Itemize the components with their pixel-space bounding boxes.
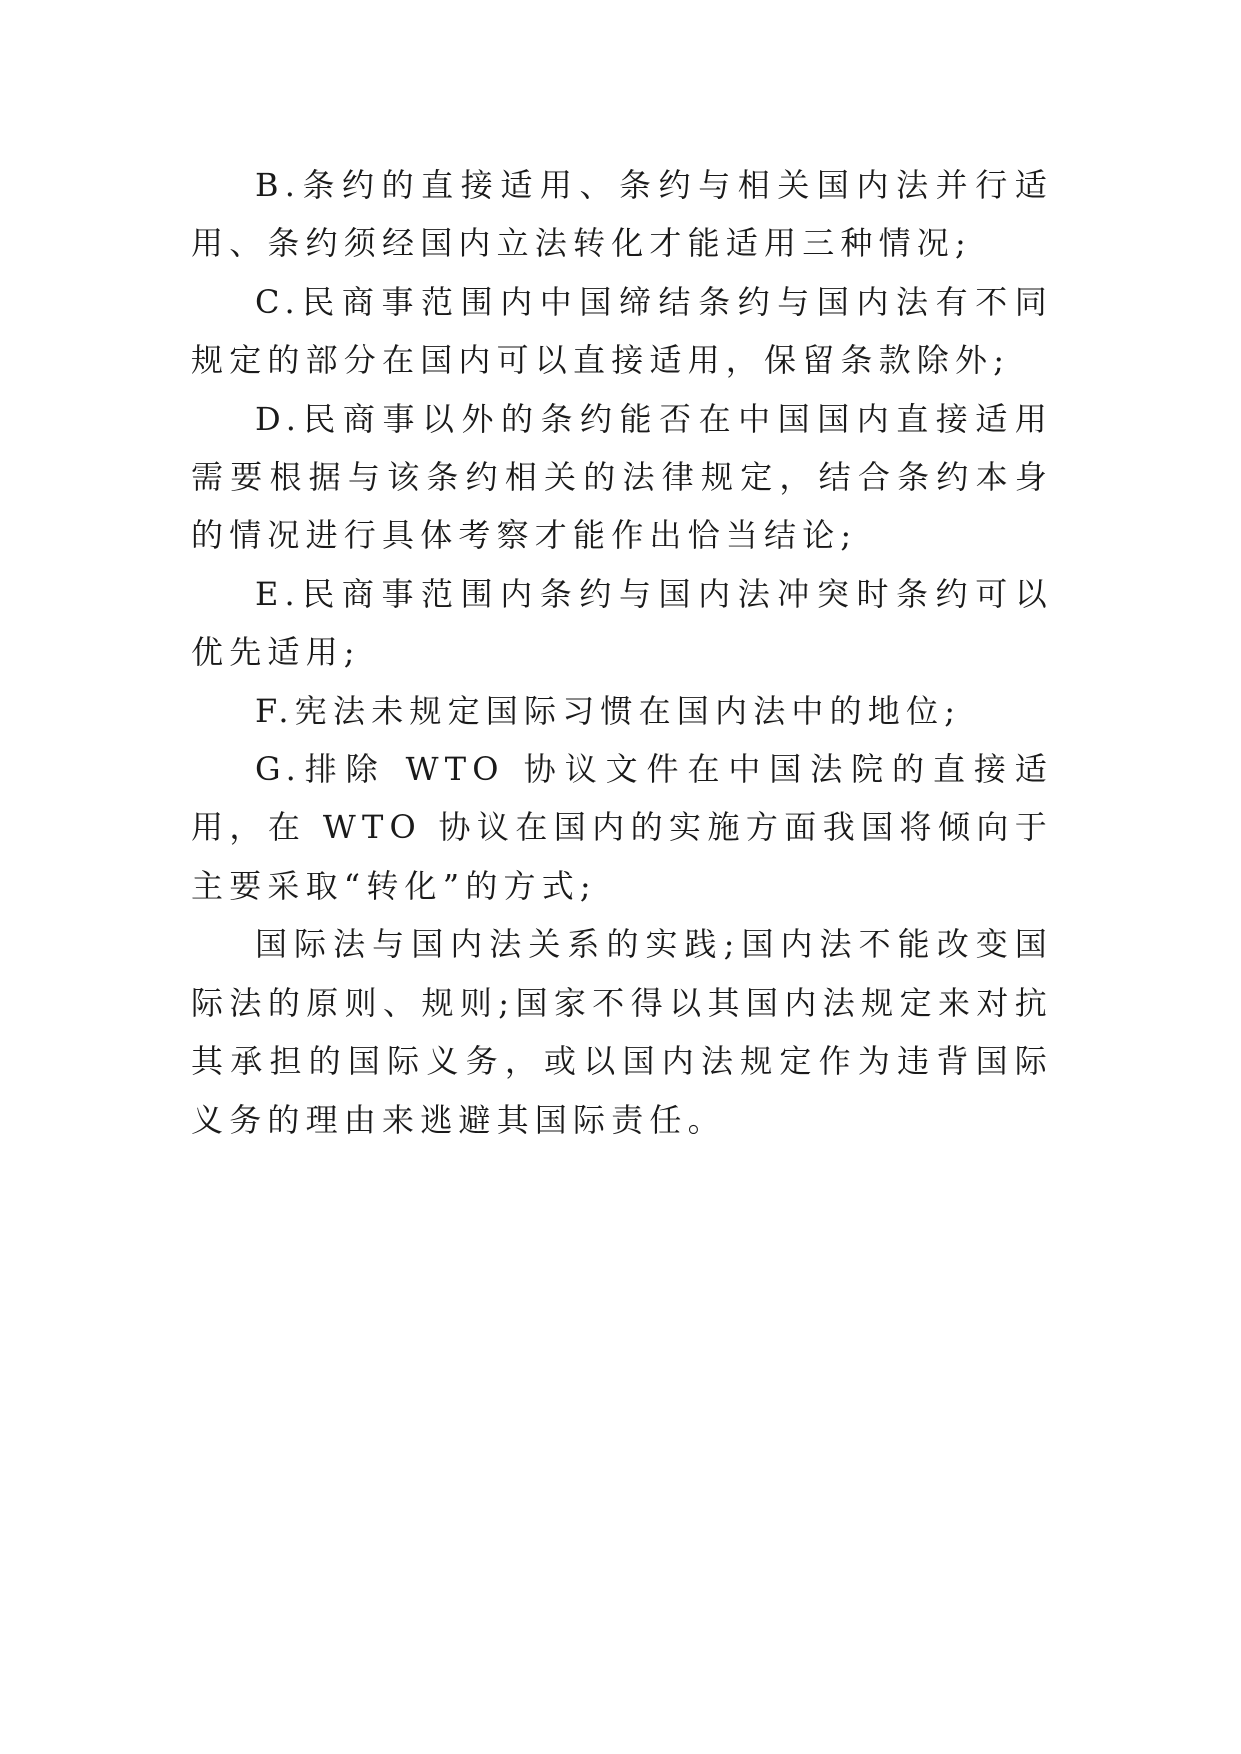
paragraph-option-b: B.条约的直接适用、条约与相关国内法并行适用、条约须经国内立法转化才能适用三种情况; — [191, 166, 1053, 263]
paragraph-option-f: F.宪法未规定国际习惯在国内法中的地位; — [255, 691, 962, 730]
paragraph-option-d: D.民商事以外的条约能否在中国国内直接适用需要根据与该条约相关的法律规定，结合条约本身的情况进行具体考察才能作出恰当结论; — [191, 399, 1053, 555]
paragraph-option-c: C.民商事范围内中国缔结条约与国内法有不同规定的部分在国内可以直接适用，保留条款除外; — [191, 282, 1053, 380]
paragraph-option-e: E.民商事范围内条约与国内法冲突时条约可以优先适用; — [191, 574, 1053, 672]
paragraph-conclusion: 国际法与国内法关系的实践;国内法不能改变国际法的原则、规则;国家不得以其国内法规定来对抗其承担的国际义务，或以国内法规定作为违背国际义务的理由来逃避其国际责任。 — [191, 925, 1053, 1139]
paragraph-option-g: G.排除 WTO 协议文件在中国法院的直接适用，在 WTO 协议在国内的实施方面我国将倾向于主要采取“转化”的方式; — [191, 750, 1053, 905]
document-body — [191, 156, 1053, 1149]
